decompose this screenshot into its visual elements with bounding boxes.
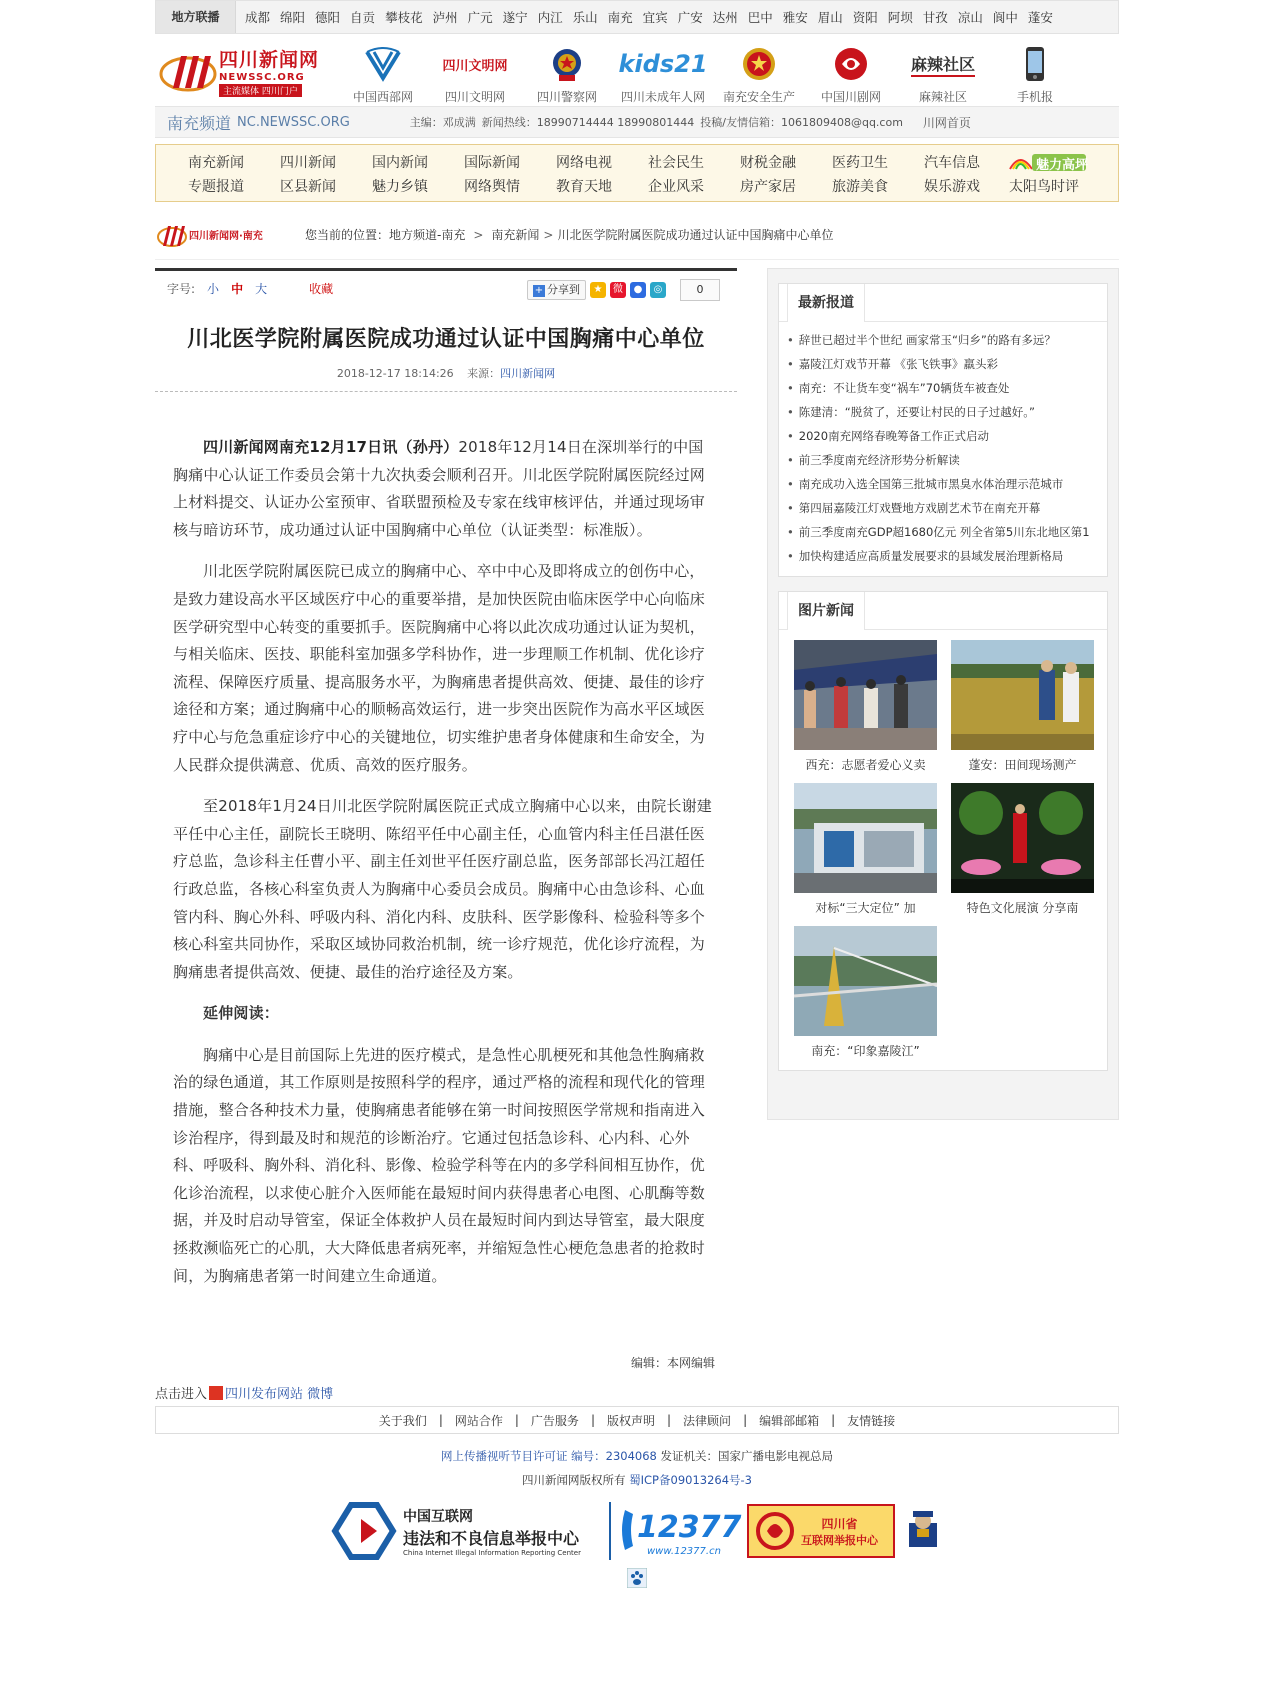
publish-entry-prefix: 点击进入 — [155, 1387, 208, 1403]
footer-link-separator: | — [438, 1413, 443, 1428]
region-city-link[interactable]: 巴中 — [747, 10, 773, 25]
article-paragraph: 川北医学院附属医院已成立的胸痛中心、卒中中心及即将成立的创伤中心，是致力建设高水平区域医疗中心的重要举措，是加快医院由临床医学中心向临床医学研究型中心转变的重要抓手。医院胸痛中心将以此次成功通过认证为契机，与相关临床、医技、职能科室加强多学科协作，进一步理顺工作机制、优化诊疗流程、保障医疗质量、提高服务水平，为胸痛患者提供高效、便捷、最佳的诊疗途径和方案；通过胸痛中心的顺畅高效运行，进一步突出医院作为高水平区域医疗中心与危急重症诊疗中心的关键地位，切实维护患者身体健康和生命安全，为人民群众提供满意、优质、高效的医疗服务。 — [173, 562, 706, 774]
section-nav-row-2 — [170, 174, 1118, 198]
nav-item[interactable]: 魅力乡镇 — [372, 179, 428, 195]
sidebar — [767, 268, 1119, 1120]
partner-label: 四川未成年人网 — [620, 90, 705, 104]
mala-icon: 麻辣社区 — [911, 52, 975, 77]
section-nav — [155, 144, 1119, 202]
section-nav-row-1 — [170, 150, 1118, 174]
nav-item[interactable]: 财税金融 — [740, 155, 796, 171]
market-photo[interactable] — [794, 640, 937, 750]
article-lead: 四川新闻网南充12月17日讯（孙丹） — [203, 438, 459, 456]
wechat-share-icon[interactable]: ◎ — [650, 282, 666, 298]
region-city-link[interactable]: 遂宁 — [502, 10, 528, 25]
photo-item[interactable] — [787, 640, 944, 773]
footer-link-separator: | — [514, 1413, 519, 1428]
nav-item[interactable]: 四川新闻 — [280, 155, 336, 171]
sichuan-report-line2: 互联网举报中心 — [801, 1533, 878, 1547]
latest-news-list — [779, 322, 1107, 576]
footer-link-separator: | — [831, 1413, 836, 1428]
channel-bar — [155, 106, 1119, 138]
copyright-text: 四川新闻网版权所有 — [521, 1473, 626, 1488]
article-body — [155, 392, 737, 1290]
region-city-link[interactable]: 攀枝花 — [385, 10, 423, 25]
report-badges — [155, 1498, 1119, 1564]
logo-row — [155, 34, 1119, 106]
photo-item[interactable] — [944, 783, 1101, 916]
latest-news-item[interactable]: • 前三季度南充GDP超1680亿元 列全省第5川东北地区第1 — [787, 520, 1099, 544]
nav-item[interactable]: 专题报道 — [188, 179, 244, 195]
photo-caption[interactable]: 对标“三大定位” 加 — [815, 901, 916, 915]
partner-police[interactable] — [521, 44, 613, 105]
charm-gaoping-label: 魅力高坪 — [1036, 158, 1089, 173]
partner-label: 手机报 — [1016, 90, 1053, 104]
partner-civilization[interactable] — [429, 44, 521, 105]
license-org: 发证机关：国家广播电影电视总局 — [660, 1449, 834, 1464]
article-paragraph-text: 2018年12月14日在深圳举行的中国胸痛中心认证工作委员会第十九次执委会顺利召开。川北医学院附属医院经过网上材料提交、认证办公室预审、省联盟预检及专家在线审核评估，并通过现场审核与暗访环节，成功通过认证中国胸痛中心单位（认证类型：标准版）。 — [173, 438, 706, 539]
site-logo-slogan: 主流媒体 四川门户 — [219, 84, 302, 97]
partner-label: 麻辣社区 — [918, 90, 967, 104]
share-label: 分享到 — [547, 283, 580, 296]
breadcrumb — [305, 226, 834, 243]
latest-news-item[interactable]: • 辞世已超过半个世纪 画家常玉“归乡”的路有多远？ — [787, 328, 1099, 352]
article-source[interactable]: 四川新闻网 — [500, 367, 556, 380]
license-line — [155, 1448, 1119, 1464]
kids21-icon: kids21 — [618, 50, 708, 78]
factory-photo[interactable] — [794, 783, 937, 893]
latest-news-title: 最新报道 — [787, 284, 865, 322]
region-city-link[interactable]: 资阳 — [852, 10, 878, 25]
mobile-phone-icon — [1025, 46, 1045, 82]
channel-url[interactable]: NC.NEWSSC.ORG — [237, 114, 350, 130]
civilization-icon: 四川文明网 — [442, 58, 508, 74]
region-city-link[interactable]: 广安 — [677, 10, 703, 25]
channel-email: 投稿/友情信箱：1061809408@qq.com — [700, 116, 903, 129]
region-city-link[interactable]: 宜宾 — [642, 10, 668, 25]
article-title: 川北医学院附属医院成功通过认证中国胸痛中心单位 — [187, 326, 705, 352]
nav-item[interactable]: 网络舆情 — [464, 179, 520, 195]
region-city-link[interactable]: 凉山 — [957, 10, 983, 25]
safety-badge-icon — [741, 46, 777, 82]
region-city-link[interactable]: 绵阳 — [280, 10, 306, 25]
sichuan-publish-icon — [209, 1386, 223, 1400]
latest-news-item[interactable]: • 前三季度南充经济形势分析解读 — [787, 448, 1099, 472]
article-paragraph — [173, 434, 715, 544]
channel-mini-logo-title: 四川新闻网·南充 — [189, 231, 263, 242]
hotline-url: www.12377.cn — [647, 1545, 721, 1557]
photo-caption[interactable]: 南充：“印象嘉陵江” — [811, 1044, 920, 1058]
region-city-link[interactable]: 乐山 — [572, 10, 598, 25]
breadcrumb-row — [155, 210, 1119, 260]
nav-item[interactable]: 区县新闻 — [280, 179, 336, 195]
partner-label: 四川警察网 — [536, 90, 597, 104]
nav-item[interactable]: 娱乐游戏 — [924, 179, 980, 195]
nav-item[interactable]: 太阳鸟时评 — [1009, 179, 1079, 195]
report-center-logo-icon — [331, 1501, 397, 1561]
latest-news-item[interactable]: • 南充成功入选全国第三批城市黑臭水体治理示范城市 — [787, 472, 1099, 496]
share-bar — [527, 279, 720, 301]
report-center-subtitle: 违法和不良信息举报中心 — [403, 1528, 580, 1548]
site-logo[interactable] — [159, 44, 335, 98]
icp-link[interactable]: 蜀ICP备09013264号-3 — [629, 1473, 752, 1488]
nav-item[interactable]: 企业风采 — [648, 179, 704, 195]
bridge-photo[interactable] — [794, 926, 937, 1036]
site-logo-mark-icon — [159, 48, 217, 94]
nav-item[interactable]: 医药卫生 — [832, 155, 888, 171]
nav-item[interactable]: 旅游美食 — [832, 179, 888, 195]
hotline-number: 12377 — [637, 1509, 742, 1545]
breadcrumb-separator-icon: > — [473, 228, 484, 242]
partner-label: 南充安全生产 — [722, 90, 795, 104]
photo-caption[interactable]: 西充：志愿者爱心义卖 — [805, 758, 926, 772]
field-photo[interactable] — [951, 640, 1094, 750]
region-city-link[interactable]: 眉山 — [817, 10, 843, 25]
cyber-police-icon[interactable] — [903, 1509, 943, 1553]
region-city-link[interactable]: 达州 — [712, 10, 738, 25]
photo-item[interactable] — [944, 640, 1101, 773]
article-datetime: 2018-12-17 18:14:26 — [336, 367, 454, 380]
license-text[interactable]: 网上传播视听节目许可证 编号：2304068 — [440, 1449, 657, 1464]
photo-news-title: 图片新闻 — [787, 592, 865, 630]
article-column — [155, 268, 737, 1371]
share-count: 0 — [680, 279, 720, 301]
region-city-link[interactable]: 蓬安 — [1027, 10, 1053, 25]
font-size-medium[interactable]: 中 — [231, 282, 244, 296]
latest-news-item[interactable]: • 嘉陵江灯戏节开幕 《张飞铁事》羸头彩 — [787, 352, 1099, 376]
nav-item[interactable]: 南充新闻 — [188, 155, 244, 171]
latest-news-item[interactable]: • 南充：不让货车变“祸车”70辆货车被查处 — [787, 376, 1099, 400]
region-city-link[interactable]: 广元 — [467, 10, 493, 25]
site-logo-domain: NEWSSC.ORG — [219, 72, 305, 83]
article-editor: 编辑：本网编辑 — [630, 1356, 715, 1371]
baidu-share-icon[interactable]: ● — [630, 282, 646, 298]
font-size-large[interactable]: 大 — [255, 282, 268, 296]
region-city-link[interactable]: 阆中 — [992, 10, 1018, 25]
western-china-icon — [364, 46, 402, 82]
site-logo-title: 四川新闻网 — [219, 49, 320, 71]
footer-link[interactable]: 友情链接 — [847, 1413, 896, 1428]
plus-icon: + — [534, 285, 544, 296]
nav-item[interactable]: 国际新闻 — [464, 155, 520, 171]
region-city-link[interactable]: 阿坝 — [887, 10, 913, 25]
sichuan-report-logo-icon — [755, 1511, 795, 1551]
footer-link-separator: | — [743, 1413, 748, 1428]
report-center-title: 中国互联网 — [403, 1508, 473, 1525]
partner-mobile[interactable] — [989, 44, 1081, 105]
publish-entry-link[interactable]: 四川发布网站 微博 — [225, 1387, 334, 1403]
partner-safety[interactable] — [713, 44, 805, 105]
region-city-link[interactable]: 成都 — [245, 10, 271, 25]
footer-link-separator: | — [590, 1413, 595, 1428]
report-center-en: China Internet Illegal Information Reporting Center — [403, 1548, 581, 1557]
photo-item[interactable] — [787, 783, 944, 916]
region-city-link[interactable]: 南充 — [607, 10, 633, 25]
hotline-12377-badge[interactable] — [619, 1508, 745, 1555]
footer-link[interactable]: 广告服务 — [530, 1413, 579, 1428]
photo-caption[interactable]: 特色文化展演 分享南 — [966, 901, 1079, 915]
article-paragraph: 至2018年1月24日川北医学院附属医院正式成立胸痛中心以来，由院长谢建平任中心主任，副院长王晓明、陈绍平任中心副主任，心血管内科主任吕湛任医疗总监，急诊科主任曹小平、副主任刘世平任医疗副总监，医务部部长冯江超任行政总监，各核心科室负责人为胸痛中心委员会成员。胸痛中心由急诊科、心血管内科、胸心外科、呼吸内科、消化内科、皮肤科、医学影像科、检验科等多个核心科室共同协作，采取区域协同救治机制，统一诊疗规范，优化诊疗流程，为胸痛患者提供高效、便捷、最佳的治疗途径及方案。 — [173, 797, 713, 981]
region-bar-title: 地方联播 — [156, 1, 236, 33]
partner-western-china[interactable] — [337, 44, 429, 105]
photo-item[interactable] — [787, 926, 944, 1059]
channel-editor: 主编：邓成满 — [409, 116, 476, 129]
breadcrumb-separator-icon: > — [543, 228, 554, 242]
badge-divider — [609, 1502, 611, 1560]
qzone-share-icon[interactable]: ★ — [590, 282, 606, 298]
partner-mala[interactable] — [897, 44, 989, 105]
footer-link[interactable]: 网站合作 — [454, 1413, 503, 1428]
footer-link[interactable]: 编辑部邮箱 — [759, 1413, 820, 1428]
sichuan-report-badge[interactable] — [747, 1504, 895, 1558]
police-record-icon[interactable] — [627, 1568, 647, 1588]
publish-entry — [155, 1383, 1119, 1402]
region-city-link[interactable]: 德阳 — [315, 10, 341, 25]
region-city-link[interactable]: 内江 — [537, 10, 563, 25]
article-toolbar — [155, 268, 737, 306]
weibo-share-icon[interactable]: 微 — [610, 282, 626, 298]
opera-icon — [833, 46, 869, 82]
footer-link[interactable]: 版权声明 — [606, 1413, 655, 1428]
partner-label: 中国川剧网 — [820, 90, 881, 104]
site-mini-logo-icon — [157, 222, 187, 248]
breadcrumb-current: 川北医学院附属医院成功通过认证中国胸痛中心单位 — [557, 228, 834, 242]
nav-item[interactable]: 国内新闻 — [372, 155, 428, 171]
footer-link[interactable]: 法律顾问 — [683, 1413, 732, 1428]
channel-hotline: 新闻热线：18990714444 18990801444 — [481, 116, 695, 129]
favorite-button[interactable]: 收藏 — [309, 282, 334, 296]
police-record-row — [155, 1568, 1119, 1588]
latest-news-widget — [778, 283, 1108, 577]
region-bar — [155, 0, 1119, 34]
latest-news-item[interactable]: • 加快构建适应高质量发展要求的县域发展治理新格局 — [787, 544, 1099, 568]
article-paragraph: 胸痛中心是目前国际上先进的医疗模式，是急性心肌梗死和其他急性胸痛救治的绿色通道，其工作原则是按照科学的程序，通过严格的流程和现代化的管理措施，整合各种技术力量，使胸痛患者能够在第一时间按照医学常规和指南进入诊治程序，得到最及时和规范的诊断治疗。它通过包括急诊科、心内科、心外科、呼吸科、胸外科、消化科、影像、检验学科等在内的多学科间相互协作，优化诊治流程，以求使心脏介入医师能在最短时间内获得患者心电图、心肌酶等数据，并及时启动导管室，保证全体救护人员在最短时间内到达导管室，最大限度拯救濒临死亡的心肌，大大降低患者病死率，并缩短急性心梗危急患者的抢救时间，为胸痛患者第一时间建立生命通道。 — [173, 1045, 706, 1285]
partner-kids21[interactable] — [613, 44, 713, 105]
footer-link[interactable]: 关于我们 — [378, 1413, 427, 1428]
copyright-line — [155, 1472, 1119, 1488]
sichuan-report-line1: 四川省 — [821, 1516, 858, 1531]
partner-opera[interactable] — [805, 44, 897, 105]
nav-item[interactable]: 房产家居 — [740, 179, 796, 195]
latest-news-item[interactable]: • 2020南充网络春晚筹备工作正式启动 — [787, 424, 1099, 448]
police-badge-icon — [550, 45, 584, 83]
channel-mini-logo[interactable] — [157, 220, 283, 250]
article-source-label: 来源： — [467, 367, 501, 380]
region-city-link[interactable]: 甘孜 — [922, 10, 948, 25]
illegal-info-report-badge[interactable] — [331, 1501, 601, 1561]
nav-item[interactable]: 网络电视 — [556, 155, 612, 171]
extended-reading-heading: 延伸阅读： — [203, 1004, 280, 1023]
nav-item[interactable]: 社会民生 — [648, 155, 704, 171]
article-meta — [155, 365, 737, 392]
partner-label: 中国西部网 — [352, 90, 413, 104]
stage-photo[interactable] — [951, 783, 1094, 893]
nav-item[interactable]: 汽车信息 — [924, 155, 980, 171]
partner-label: 四川文明网 — [444, 90, 505, 104]
font-size-label: 字号: — [167, 282, 196, 296]
nav-item[interactable]: 教育天地 — [556, 179, 612, 195]
photo-news-widget — [778, 591, 1108, 1071]
photo-caption[interactable]: 蓬安：田间现场测产 — [968, 758, 1077, 772]
share-button[interactable] — [527, 280, 586, 300]
latest-news-item[interactable]: • 第四届嘉陵江灯戏暨地方戏剧艺术节在南充开幕 — [787, 496, 1099, 520]
charm-gaoping-badge[interactable] — [1008, 151, 1088, 173]
channel-name: 南充频道 — [167, 113, 232, 133]
breadcrumb-prefix[interactable]: 您当前的位置：地方频道-南充 — [305, 228, 466, 242]
footer-links — [155, 1406, 1119, 1434]
region-city-link[interactable]: 雅安 — [782, 10, 808, 25]
breadcrumb-level1[interactable]: 南充新闻 — [491, 228, 540, 242]
home-link[interactable]: 川网首页 — [922, 115, 971, 130]
region-city-list — [240, 8, 1058, 26]
font-size-small[interactable]: 小 — [207, 282, 220, 296]
region-city-link[interactable]: 泸州 — [432, 10, 458, 25]
region-city-link[interactable]: 自贡 — [350, 10, 376, 25]
latest-news-item[interactable]: • 陈建清：“脱贫了，还要让村民的日子过越好。” — [787, 400, 1099, 424]
footer-link-separator: | — [667, 1413, 672, 1428]
